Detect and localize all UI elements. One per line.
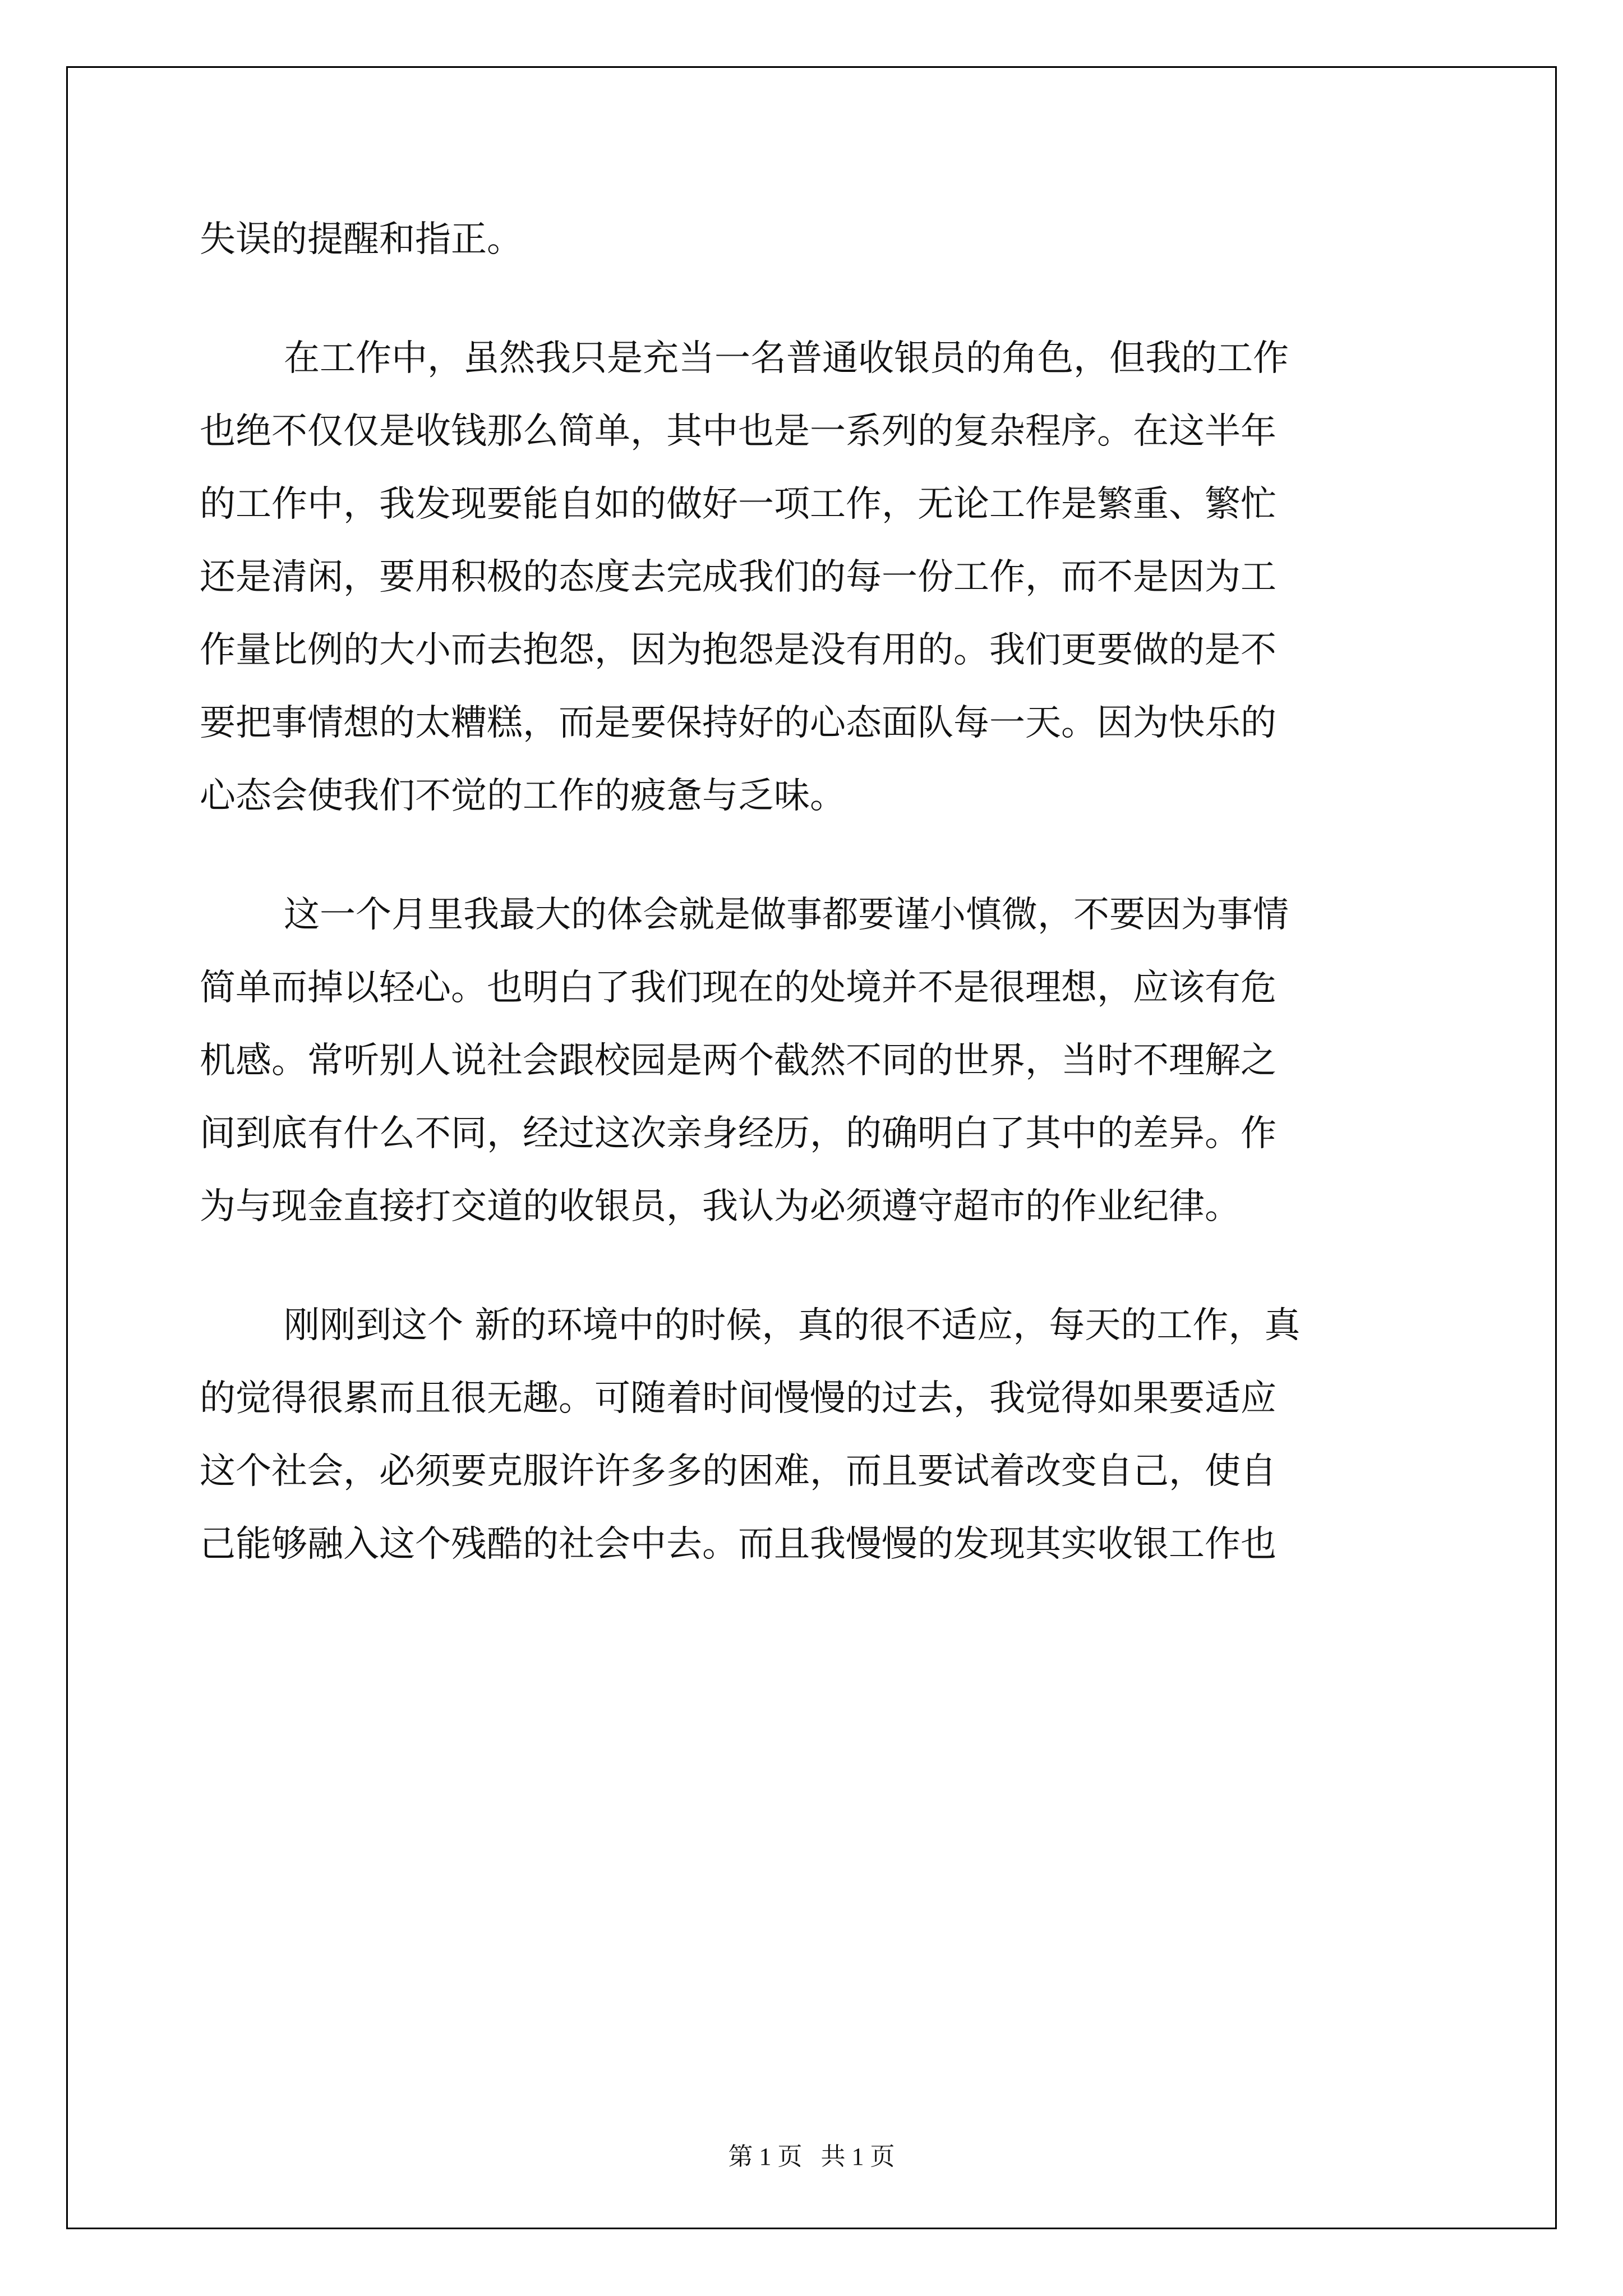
text-line: 的工作中，我发现要能自如的做好一项工作，无论工作是繁重、繁忙 [200,484,1276,525]
document-body [200,203,1445,1581]
text-line: 失误的提醒和指正。 [200,219,523,260]
text-line: 心态会使我们不觉的工作的疲惫与乏味。 [200,775,846,817]
text-line: 这个社会，必须要克服许许多多的困难，而且要试着改变自己，使自 [200,1451,1276,1492]
paragraph-start-line: 这一个月里我最大的体会就是做事都要谨小慎微，不要因为事情 [284,894,1289,936]
text-line: 间到底有什么不同，经过这次亲身经历，的确明白了其中的差异。作 [200,1113,1276,1154]
text-line: 作量比例的大小而去抱怨，因为抱怨是没有用的。我们更要做的是不 [200,629,1276,671]
text-line: 也绝不仅仅是收钱那么简单，其中也是一系列的复杂程序。在这半年 [200,411,1276,452]
page-number-footer: 第 1 页 共 1 页 [728,2143,895,2170]
text-line: 己能够融入这个残酷的社会中去。而且我慢慢的发现其实收银工作也 [200,1524,1276,1565]
text-line: 要把事情想的太糟糕，而是要保持好的心态面队每一天。因为快乐的 [200,702,1276,744]
text-line: 还是清闲，要用积极的态度去完成我们的每一份工作，而不是因为工 [200,556,1276,598]
text-line: 机感。常听别人说社会跟校园是两个截然不同的世界，当时不理解之 [200,1040,1276,1082]
text-line: 的觉得很累而且很无趣。可随着时间慢慢的过去，我觉得如果要适应 [200,1378,1276,1419]
text-line: 为与现金直接打交道的收银员，我认为必须遵守超市的作业纪律。 [200,1186,1241,1227]
paragraph-start-line: 在工作中，虽然我只是充当一名普通收银员的角色，但我的工作 [284,338,1289,379]
text-line: 简单而掉以轻心。也明白了我们现在的处境并不是很理想，应该有危 [200,967,1276,1009]
paragraph-start-line: 刚刚到这个 新的环境中的时候，真的很不适应，每天的工作，真 [284,1305,1301,1346]
